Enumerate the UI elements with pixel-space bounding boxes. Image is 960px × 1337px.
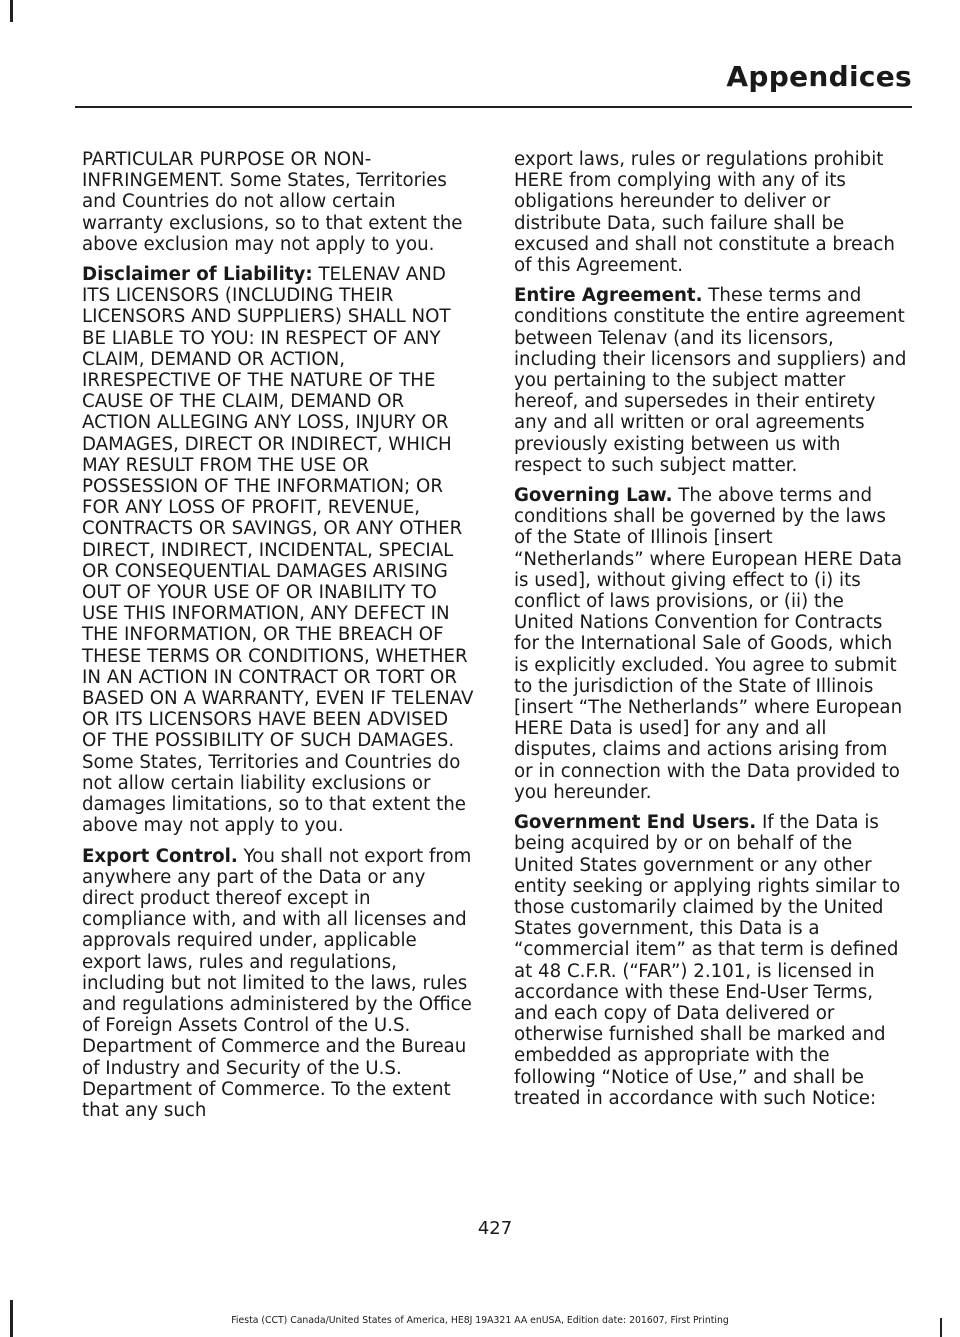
paragraph-government-end-users: [514, 812, 908, 1109]
paragraph-text: TELENAV AND ITS LICENSORS (INCLUDING THEIR LICENSORS AND SUPPLIERS) SHALL NOT BE LIABLE TO YOU: IN RESPECT OF ANY CLAIM, DEMAND OR ACTION, IRRESPECTIVE OF THE NATURE OF THE CAUSE OF THE CLAIM, DEMAND OR ACTION ALLEGING ANY LOSS, INJURY OR DAMAGES, DIRECT OR INDIRECT, WHICH MAY RESULT FROM THE USE OR POSSESSION OF THE INFORMATION; OR FOR ANY LOSS OF PROFIT, REVENUE, CONTRACTS OR SAVINGS, OR ANY OTHER DIRECT, INDIRECT, INCIDENTAL, SPECIAL OR CONSEQUENTIAL DAMAGES ARISING OUT OF YOUR USE OF OR INABILITY TO USE THIS INFORMATION, ANY DEFECT IN THE INFORMATION, OR THE BREACH OF THESE TERMS OR CONDITIONS, WHETHER IN AN ACTION IN CONTRACT OR TORT OR BASED ON A WARRANTY, EVEN IF TELENAV OR ITS LICENSORS HAVE BEEN ADVISED OF THE POSSIBILITY OF SUCH DAMAGES. Some States, Territories and Countries do not allow certain liability exclusions or damages limitations, so to that extent the above may not apply to you.: [82, 264, 474, 837]
paragraph-disclaimer-of-liability: [82, 264, 476, 836]
right-column: [514, 149, 908, 1118]
paragraph-particular-purpose: [82, 149, 476, 255]
paragraph-heading: Governing Law.: [514, 485, 673, 507]
paragraph-entire-agreement: [514, 285, 908, 476]
paragraph-heading: Entire Agreement.: [514, 285, 703, 307]
page-number: 427: [477, 1218, 513, 1239]
paragraph-heading: Government End Users.: [514, 812, 757, 834]
paragraph-text: The above terms and conditions shall be governed by the laws of the State of Illinois [insert “Netherlands” where European HERE Data is used], without giving effect to (i) its conflict of laws provisions, or (ii) the United Nations Convention for Contracts for the International Sale of Goods, which is explicitly excluded. You agree to submit to the jurisdiction of the State of Illinois [insert “The Netherlands” where European HERE Data is used] for any and all disputes, claims and actions arising from or in connection with the Data provided to you hereunder.: [514, 485, 903, 803]
section-title: Appendices: [726, 60, 912, 93]
paragraph-text: You shall not export from anywhere any part of the Data or any direct product thereof except in compliance with, and with all licenses and approvals required under, applicable export laws, rules and regulations, including but not limited to the laws, rules and regulations administered by the Office of Foreign Assets Control of the U.S. Department of Commerce and the Bureau of Industry and Security of the U.S. Department of Commerce. To the extent that any such: [82, 845, 472, 1121]
left-column: [82, 149, 476, 1130]
paragraph-governing-law: [514, 485, 908, 803]
paragraph-heading: Export Control.: [82, 845, 238, 867]
paragraph-export-control: [82, 846, 476, 1122]
header-divider: [75, 106, 912, 108]
paragraph-text: PARTICULAR PURPOSE OR NON-INFRINGEMENT. Some States, Territories and Countries do not allow certain warranty exclusions, so to that extent the above exclusion may not apply to you.: [82, 149, 463, 255]
paragraph-text: If the Data is being acquired by or on behalf of the United States government or any other entity seeking or applying rights similar to those customarily claimed by the United States government, this Data is a “commercial item” as that term is defined at 48 C.F.R. (“FAR”) 2.101, is licensed in accordance with these End-User Terms, and each copy of Data delivered or otherwise furnished shall be marked and embedded as appropriate with the following “Notice of Use,” and shall be treated in accordance with such Notice:: [514, 812, 901, 1109]
paragraph-heading: Disclaimer of Liability:: [82, 264, 313, 286]
paragraph-export-continued: [514, 149, 908, 276]
crop-mark-top-left: [10, 0, 13, 22]
footer-edition-info: Fiesta (CCT) Canada/United States of America, HE8J 19A321 AA enUSA, Edition date: 201607, First Printing: [231, 1315, 729, 1326]
paragraph-text: These terms and conditions constitute the entire agreement between Telenav (and its licensors, including their licensors and suppliers) and you pertaining to the subject matter hereof, and supersedes in their entirety any and all written or oral agreements previously existing between us with respect to such subject matter.: [514, 285, 907, 476]
paragraph-text: export laws, rules or regulations prohibit HERE from complying with any of its obligations hereunder to deliver or distribute Data, such failure shall be excused and shall not constitute a breach of this Agreement.: [514, 149, 895, 277]
